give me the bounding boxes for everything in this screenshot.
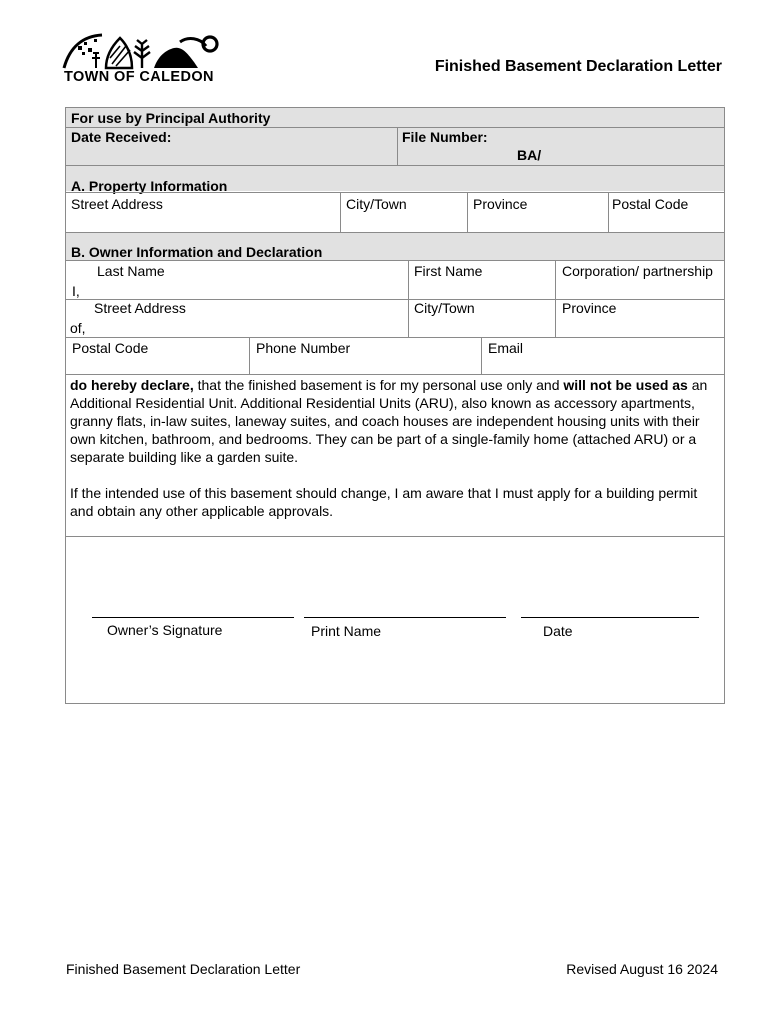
property-province-field[interactable]: Province <box>473 196 528 212</box>
section-b-heading: B. Owner Information and Declaration <box>71 244 323 260</box>
declaration-form <box>65 107 725 704</box>
owner-street-address-field[interactable]: Street Address <box>94 300 186 316</box>
logo-text: TOWN OF CALEDON <box>64 69 214 85</box>
town-emblem-icon <box>62 32 224 72</box>
owner-signature-line[interactable] <box>92 617 294 618</box>
town-logo <box>62 32 224 86</box>
section-a-heading: A. Property Information <box>71 178 228 194</box>
date-line[interactable] <box>521 617 699 618</box>
property-street-address-field[interactable]: Street Address <box>71 196 163 212</box>
declaration-text <box>70 376 722 520</box>
owner-postal-code-field[interactable]: Postal Code <box>72 340 149 356</box>
declaration-paragraph-2: If the intended use of this basement should change, I am aware that I must apply for a building permit and obtain any other applicable approvals. <box>70 485 698 519</box>
footer-document-name: Finished Basement Declaration Letter <box>66 961 301 977</box>
owner-city-town-field[interactable]: City/Town <box>414 300 475 316</box>
of-label: of, <box>70 320 86 336</box>
property-city-town-field[interactable]: City/Town <box>346 196 407 212</box>
print-name-line[interactable] <box>304 617 506 618</box>
owner-province-field[interactable]: Province <box>562 300 617 316</box>
date-label: Date <box>543 623 573 639</box>
owner-email-field[interactable]: Email <box>488 340 524 356</box>
owner-phone-number-field[interactable]: Phone Number <box>256 340 351 356</box>
owner-corporation-field[interactable]: Corporation/ partnership <box>562 263 713 279</box>
declaration-paragraph-1: do hereby declare, that the finished basement is for my personal use only and will not be used as an Additional Residential Unit. Additional Residential Units (ARU), also known as accessory apartments, granny flats, in-law suites, laneway suites, and coach houses are independent housing units with their own kitchen, bathroom, and bedrooms. They can be part of a single-family home (attached ARU) or a separate building like a garden suite. <box>70 377 708 465</box>
footer-revision-date: Revised August 16 2024 <box>566 961 718 977</box>
file-number-label: File Number: <box>402 129 488 145</box>
property-postal-code-field[interactable]: Postal Code <box>612 196 689 212</box>
i-label: I, <box>72 283 80 299</box>
document-title: Finished Basement Declaration Letter <box>434 58 722 75</box>
date-received-label: Date Received: <box>71 129 172 145</box>
authority-heading: For use by Principal Authority <box>71 110 271 126</box>
owner-signature-label: Owner’s Signature <box>107 622 223 638</box>
owner-first-name-field[interactable]: First Name <box>414 263 483 279</box>
owner-last-name-field[interactable]: Last Name <box>97 263 165 279</box>
print-name-label: Print Name <box>311 623 382 639</box>
file-number-value: BA/ <box>517 147 542 163</box>
